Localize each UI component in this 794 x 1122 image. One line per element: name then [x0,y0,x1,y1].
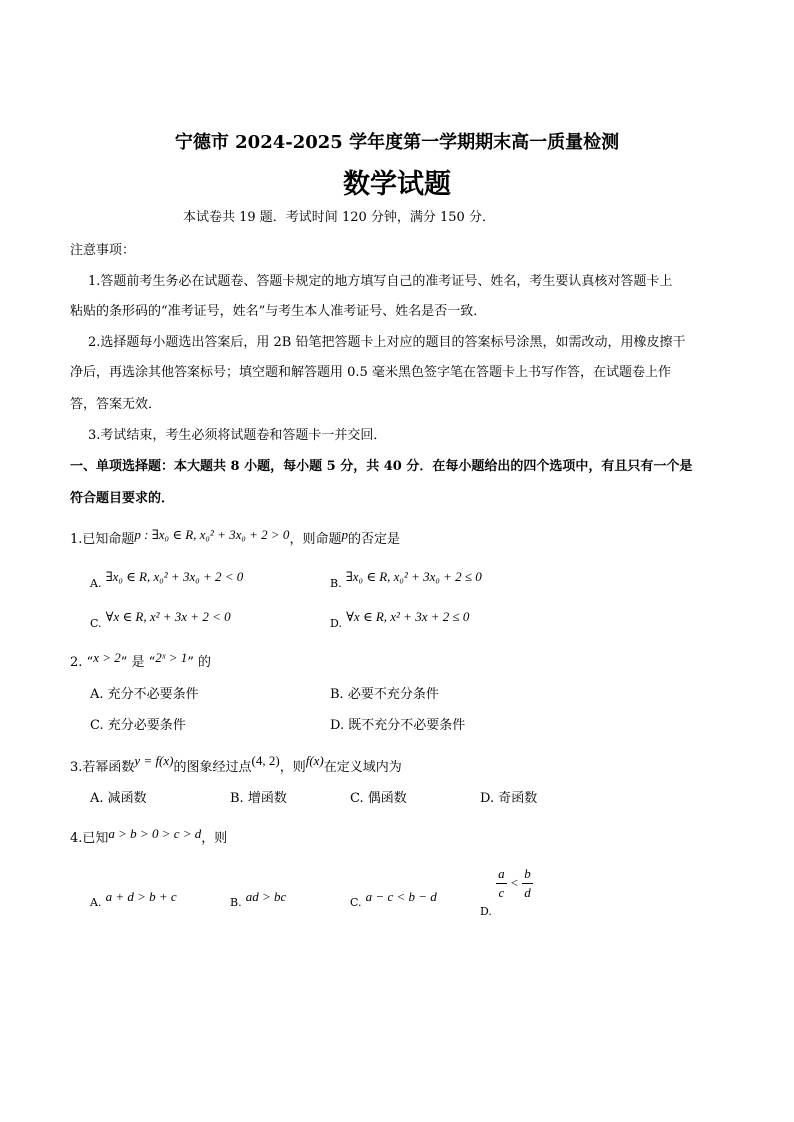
notice-item-1-line-1: 1.答题前考生务必在试题卷、答题卡规定的地方填写自己的准考证号、姓名，考生要认真核对答题卡上 [88,274,673,289]
question-4-stem [70,826,228,848]
question-4-option-a[interactable] [90,888,177,907]
question-2-option-c[interactable]: C. 充分必要条件 [90,718,186,733]
section-1-heading-line-2: 符合题目要求的． [70,491,175,506]
option-content: ∀x ∈ R, x² + 3x + 2 ≤ 0 [346,609,470,624]
question-3-mid-2: ，则 [279,760,306,775]
notice-item-3: 3.考试结束，考生必须将试题卷和答题卡一并交回． [88,428,387,443]
question-1-proposition: p : ∃x₀ ∈ R, x₀² + 3x₀ + 2 > 0 [134,527,290,542]
question-1-option-b[interactable] [330,568,482,590]
question-2-option-d[interactable]: D. 既不充分不必要条件 [330,718,466,733]
option-label: D. [480,905,492,918]
question-2-stem [70,650,212,672]
option-content: ∃x₀ ∈ R, x₀² + 3x₀ + 2 ≤ 0 [345,569,482,584]
question-3-option-b[interactable]: B. 增函数 [230,791,287,806]
question-2-mid: ” 是 “ [120,655,156,670]
option-content: ad > bc [245,889,287,904]
section-1-heading-line-1: 一、单项选择题：本大题共 8 小题，每小题 5 分，共 40 分．在每小题给出的四个选项中，有且只有一个是 [70,459,693,474]
question-2-option-a[interactable]: A. 充分不必要条件 [90,687,199,702]
fraction-a-over-c [496,865,507,902]
notice-heading: 注意事项： [70,243,136,258]
question-1-prefix: 1.已知命题 [70,532,135,547]
question-1-mid: ，则命题 [289,532,342,547]
question-4-option-c[interactable] [350,888,437,907]
question-2-condition-2: 2ˣ > 1 [155,650,188,665]
option-content: ∀x ∈ R, x² + 3x + 2 < 0 [105,609,231,624]
option-label: C. [90,617,102,630]
question-2-option-b[interactable]: B. 必要不充分条件 [330,687,439,702]
option-content: ∃x₀ ∈ R, x₀² + 3x₀ + 2 < 0 [105,569,244,584]
question-4-prefix: 4.已知 [70,831,109,846]
fraction-denominator: c [498,885,505,900]
option-label: D. [330,617,342,630]
question-3-suffix: 在定义域内为 [323,760,402,775]
option-label: B. [230,896,242,909]
question-1-suffix: 的否定是 [347,532,400,547]
question-1-stem [70,527,400,549]
notice-item-2-line-2: 净后，再选涂其他答案标号；填空题和解答题用 0.5 毫米黑色签字笔在答题卡上书写作答，在试题卷上作 [70,365,671,380]
question-3-option-a[interactable]: A. 减函数 [90,791,147,806]
exam-info: 本试卷共 19 题．考试时间 120 分钟，满分 150 分． [183,210,495,225]
question-2-prefix: 2. “ [70,655,94,670]
notice-item-1-line-2: 粘贴的条形码的“准考证号，姓名”与考生本人准考证号、姓名是否一致． [70,304,487,319]
question-1-option-d[interactable] [330,608,470,630]
exam-title: 宁德市 2024-2025 学年度第一学期期末高一质量检测 [174,132,620,153]
question-3-fx: f(x) [305,753,324,768]
question-4-condition: a > b > 0 > c > d [108,826,202,841]
question-4-option-b[interactable] [230,888,286,907]
notice-item-2-line-3: 答，答案无效． [70,397,162,412]
question-2-suffix: ” 的 [187,655,212,670]
option-label: A. [90,896,102,909]
notice-item-2-line-1: 2.选择题每小题选出答案后，用 2B 铅笔把答题卡上对应的题目的答案标号涂黑，如需改动，用橡皮擦干 [88,335,686,350]
option-label: A. [90,577,102,590]
option-label: B. [330,577,342,590]
question-3-prefix: 3.若幂函数 [70,760,135,775]
question-3-mid: 的图象经过点 [173,760,252,775]
option-content: a + d > b + c [105,889,177,904]
option-content: a − c < b − d [365,889,437,904]
paper-subject-title: 数学试题 [343,169,451,200]
less-than-symbol: < [510,875,519,890]
fraction-b-over-d [522,865,533,902]
question-1-option-c[interactable] [90,608,231,630]
fraction-numerator: a [496,865,507,884]
question-3-stem [70,753,402,777]
question-3-point: (4, 2) [251,753,280,768]
question-3-option-c[interactable]: C. 偶函数 [350,791,407,806]
question-4-suffix: ，则 [201,831,228,846]
question-3-function: y = f(x) [134,753,174,768]
question-1-option-a[interactable] [90,568,244,590]
question-4-option-d[interactable] [480,865,533,918]
question-2-condition-1: x > 2 [93,650,121,665]
question-3-option-d[interactable]: D. 奇函数 [480,791,538,806]
fraction-numerator: b [522,865,533,884]
fraction-denominator: d [524,885,531,900]
question-1-p-symbol: p [341,527,348,542]
option-label: C. [350,896,362,909]
